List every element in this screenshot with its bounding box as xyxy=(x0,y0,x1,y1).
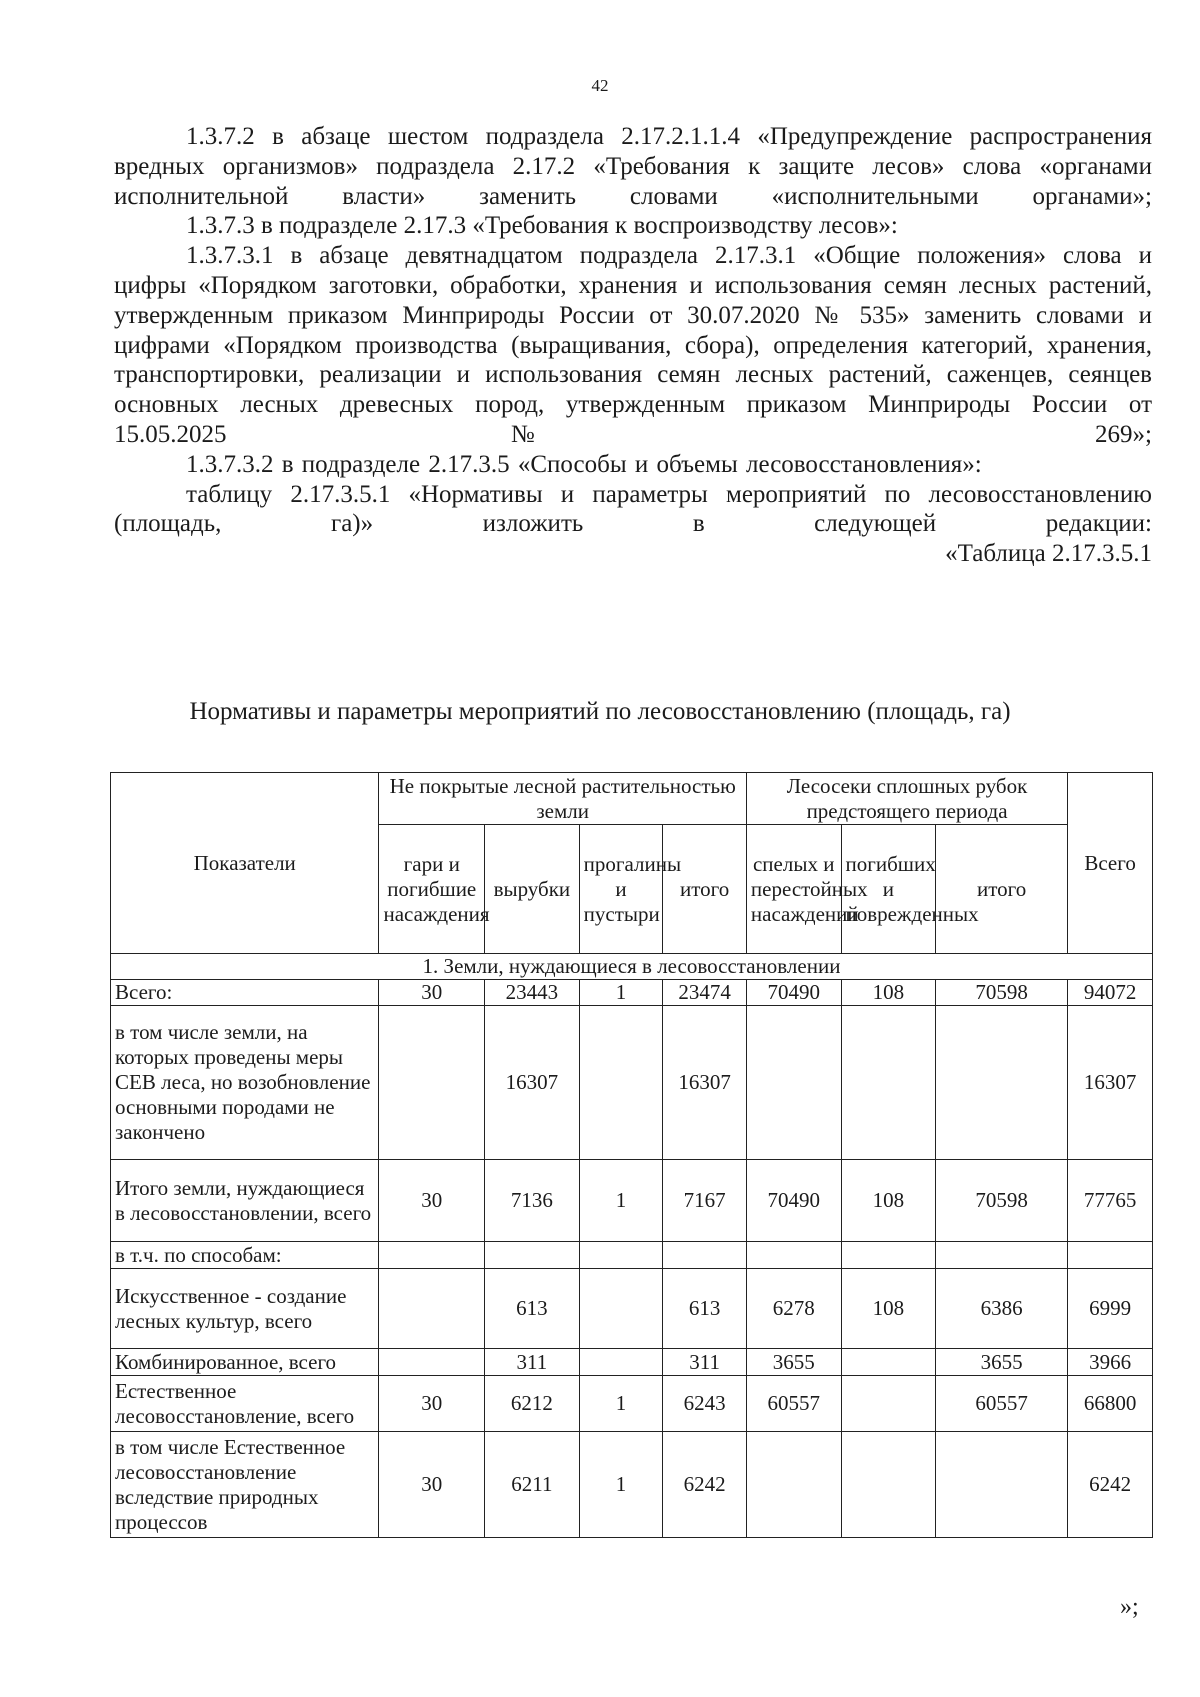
cell-value xyxy=(579,1269,663,1349)
table-row xyxy=(111,1376,1153,1432)
cell-value: 613 xyxy=(485,1269,580,1349)
header-group-uncovered-lands: Не покрытые лесной растительностью земли xyxy=(379,773,746,825)
cell-value xyxy=(746,1432,841,1538)
table-row xyxy=(111,1269,1153,1349)
cell-value xyxy=(579,1006,663,1160)
row-label: Искусственное - создание лесных культур, всего xyxy=(111,1269,379,1349)
cell-value: 6212 xyxy=(485,1376,580,1432)
cell-value: 6242 xyxy=(1068,1432,1153,1538)
row-label: в т.ч. по способам: xyxy=(111,1242,379,1269)
cell-value: 60557 xyxy=(746,1376,841,1432)
cell-value: 23474 xyxy=(663,980,747,1006)
cell-value: 613 xyxy=(663,1269,747,1349)
cell-value xyxy=(936,1432,1068,1538)
cell-value xyxy=(841,1349,936,1376)
table-title: Нормативы и параметры мероприятий по лесовосстановлению (площадь, га) xyxy=(189,698,1011,725)
header-clearings: вырубки xyxy=(485,825,580,954)
cell-value: 70490 xyxy=(746,980,841,1006)
cell-value: 66800 xyxy=(1068,1376,1153,1432)
cell-value: 108 xyxy=(841,980,936,1006)
cell-value: 16307 xyxy=(663,1006,747,1160)
cell-value: 3966 xyxy=(1068,1349,1153,1376)
cell-value: 6211 xyxy=(485,1432,580,1538)
cell-value xyxy=(579,1242,663,1269)
cell-value xyxy=(379,1349,485,1376)
closing-quote: »; xyxy=(1120,1594,1139,1620)
cell-value xyxy=(485,1242,580,1269)
row-label: в том числе земли, на которых проведены меры СЕВ леса, но возобновление основными породами не закончено xyxy=(111,1006,379,1160)
paragraph-1-3-7-3-1: 1.3.7.3.1 в абзаце девятнадцатом подраздела 2.17.3.1 «Общие положения» слова и цифры «Порядком заготовки, обработки, хранения и использования семян лесных растений, утвержденным приказом Минприроды России от 30.07.2020 № 535» заменить словами и цифрами «Порядком производства (выращивания, сбора), определения категорий, хранения, транспортировки, реализации и использования семян лесных растений, саженцев, сеянцев основных лесных древесных пород, утвержденным приказом Минприроды России от 15.05.2025 № 269»; xyxy=(114,242,1152,448)
header-indicators: Показатели xyxy=(111,773,379,954)
cell-value xyxy=(746,1006,841,1160)
table-row xyxy=(111,1006,1153,1160)
row-label: Всего: xyxy=(111,980,379,1006)
cell-value: 6999 xyxy=(1068,1269,1153,1349)
table-row xyxy=(111,1349,1153,1376)
paragraph-1-3-7-3: 1.3.7.3 в подразделе 2.17.3 «Требования к воспроизводству лесов»: xyxy=(186,212,898,240)
cell-value xyxy=(841,1432,936,1538)
cell-value: 94072 xyxy=(1068,980,1153,1006)
cell-value xyxy=(841,1006,936,1160)
section-header: 1. Земли, нуждающиеся в лесовосстановлении xyxy=(111,954,1153,980)
cell-value: 77765 xyxy=(1068,1160,1153,1242)
cell-value: 1 xyxy=(579,1376,663,1432)
cell-value: 108 xyxy=(841,1269,936,1349)
cell-value xyxy=(1068,1242,1153,1269)
page-number: 42 xyxy=(591,76,609,95)
cell-value: 16307 xyxy=(1068,1006,1153,1160)
cell-value xyxy=(841,1376,936,1432)
reforestation-table xyxy=(110,772,1153,1538)
cell-value: 1 xyxy=(579,1432,663,1538)
header-glades-wastelands: прогалины и пустыри xyxy=(579,825,663,954)
row-label: Естественное лесовосстановление, всего xyxy=(111,1376,379,1432)
header-mature-overmature: спелых и перестойных насаждений xyxy=(746,825,841,954)
cell-value: 23443 xyxy=(485,980,580,1006)
cell-value: 30 xyxy=(379,1160,485,1242)
cell-value: 7167 xyxy=(663,1160,747,1242)
cell-value xyxy=(841,1242,936,1269)
cell-value: 108 xyxy=(841,1160,936,1242)
header-group-clearcut-areas: Лесосеки сплошных рубок предстоящего периода xyxy=(746,773,1067,825)
cell-value: 60557 xyxy=(936,1376,1068,1432)
paragraph-1-3-7-2: 1.3.7.2 в абзаце шестом подраздела 2.17.2.1.1.4 «Предупреждение распространения вредных организмов» подраздела 2.17.2 «Требования к защите лесов» слова «органами исполнительной власти» заменить словами «исполнительными органами»; xyxy=(114,123,1152,210)
cell-value: 6386 xyxy=(936,1269,1068,1349)
cell-value: 70490 xyxy=(746,1160,841,1242)
cell-value: 7136 xyxy=(485,1160,580,1242)
cell-value: 6278 xyxy=(746,1269,841,1349)
header-dead-damaged: погибших и поврежденных xyxy=(841,825,936,954)
header-total: Всего xyxy=(1068,773,1153,954)
paragraph-table-replace: таблицу 2.17.3.5.1 «Нормативы и параметры мероприятий по лесовосстановлению (площадь, га)» изложить в следующей редакции: xyxy=(114,480,1152,538)
table-row xyxy=(111,1242,1153,1269)
cell-value xyxy=(936,1006,1068,1160)
paragraph-1-3-7-3-2: 1.3.7.3.2 в подразделе 2.17.3.5 «Способы и объемы лесовосстановления»: xyxy=(186,450,982,478)
cell-value xyxy=(746,1242,841,1269)
cell-value: 1 xyxy=(579,980,663,1006)
cell-value xyxy=(379,1269,485,1349)
cell-value: 30 xyxy=(379,1376,485,1432)
table-caption: «Таблица 2.17.3.5.1 xyxy=(945,540,1152,568)
cell-value xyxy=(379,1006,485,1160)
header-burnt-dead-stands: гари и погибшие насаждения xyxy=(379,825,485,954)
row-label: Итого земли, нуждающиеся в лесовосстановлении, всего xyxy=(111,1160,379,1242)
cell-value: 6242 xyxy=(663,1432,747,1538)
cell-value: 70598 xyxy=(936,1160,1068,1242)
body-text xyxy=(114,122,1152,569)
cell-value xyxy=(379,1242,485,1269)
header-subtotal-2: итого xyxy=(936,825,1068,954)
cell-value: 30 xyxy=(379,1432,485,1538)
table-row xyxy=(111,980,1153,1006)
header-subtotal-1: итого xyxy=(663,825,747,954)
cell-value: 30 xyxy=(379,980,485,1006)
cell-value: 311 xyxy=(663,1349,747,1376)
cell-value: 70598 xyxy=(936,980,1068,1006)
cell-value xyxy=(936,1242,1068,1269)
row-label: в том числе Естественное лесовосстановление вследствие природных процессов xyxy=(111,1432,379,1538)
cell-value: 3655 xyxy=(746,1349,841,1376)
table-row xyxy=(111,1432,1153,1538)
table-row xyxy=(111,1160,1153,1242)
cell-value xyxy=(663,1242,747,1269)
cell-value: 1 xyxy=(579,1160,663,1242)
cell-value: 6243 xyxy=(663,1376,747,1432)
cell-value: 16307 xyxy=(485,1006,580,1160)
cell-value: 311 xyxy=(485,1349,580,1376)
cell-value: 3655 xyxy=(936,1349,1068,1376)
cell-value xyxy=(579,1349,663,1376)
row-label: Комбинированное, всего xyxy=(111,1349,379,1376)
